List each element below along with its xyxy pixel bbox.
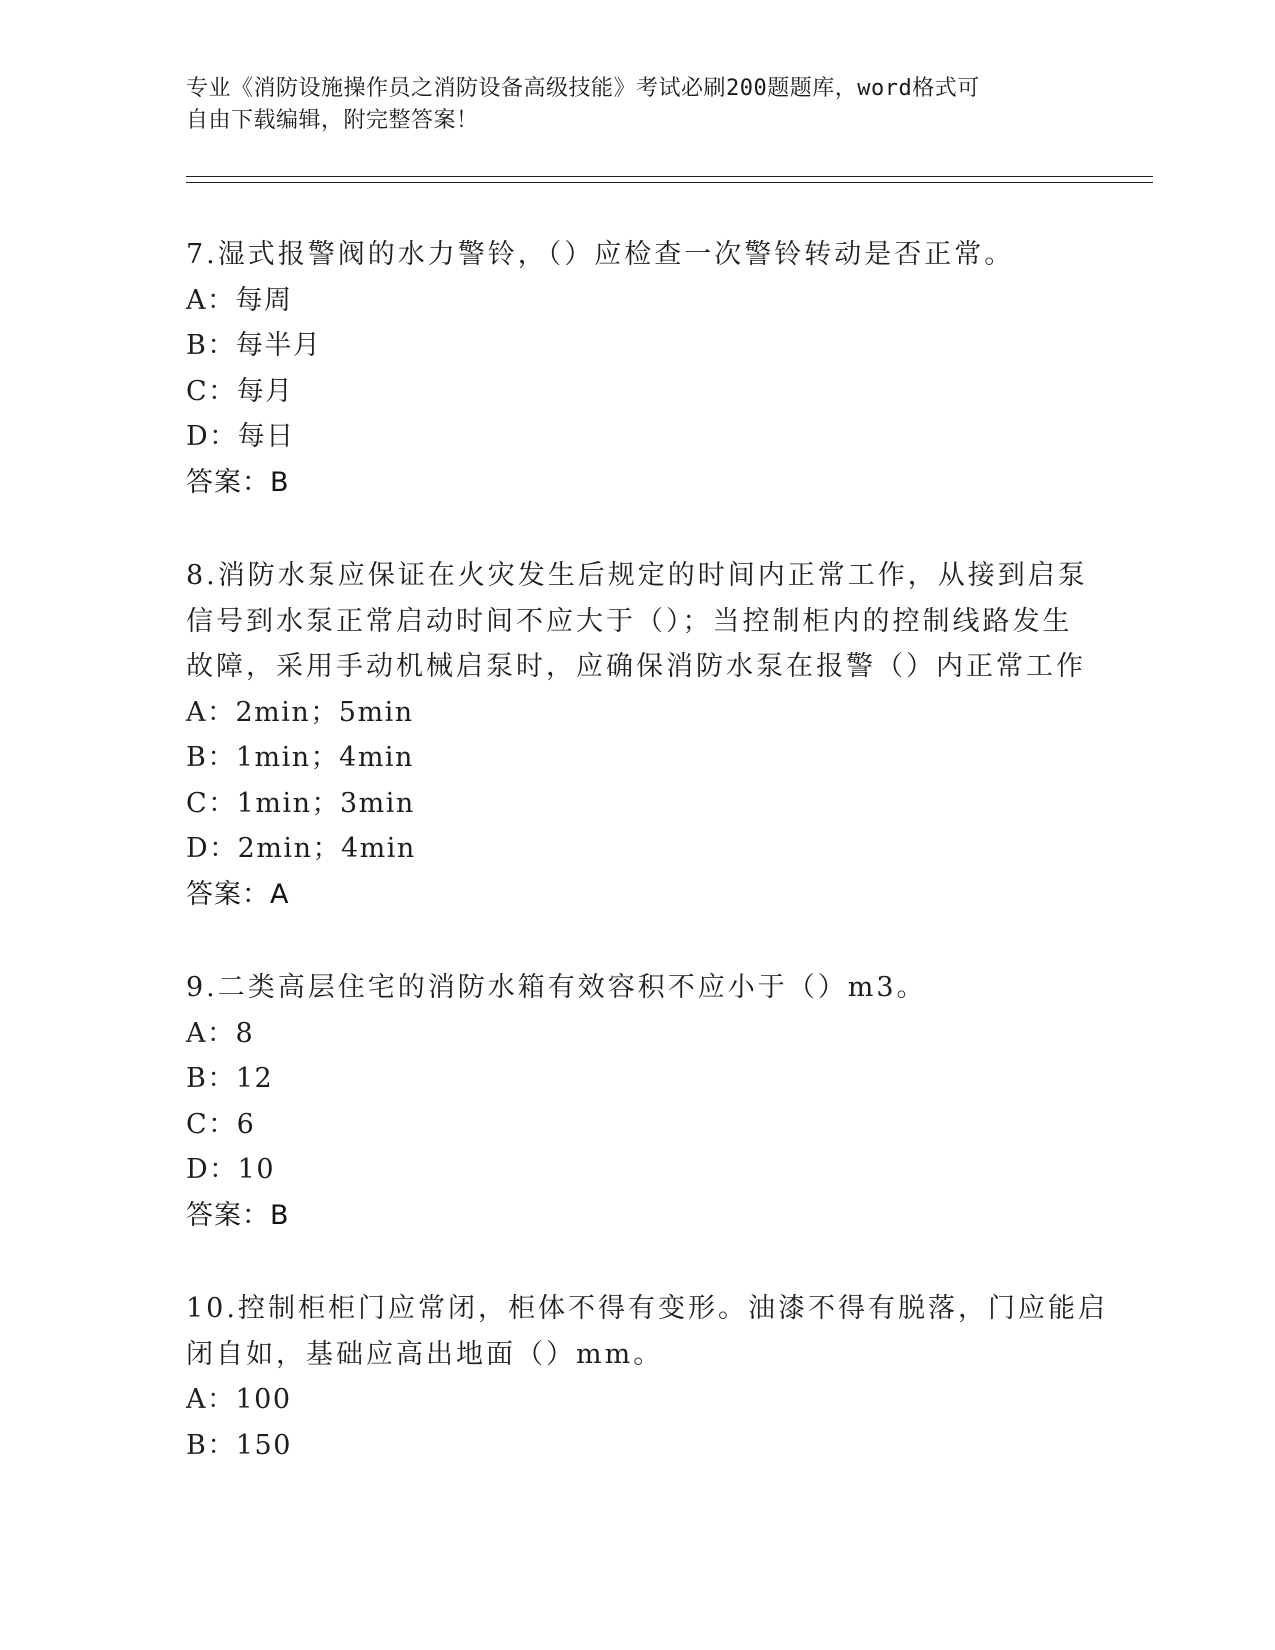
option-a: A：8: [186, 1017, 255, 1049]
question-line: 信号到水泵正常启动时间不应大于（）；当控制柜内的控制线路发生: [186, 605, 1073, 637]
option-a: A：100: [186, 1384, 292, 1415]
answer-line: 答案：B: [186, 466, 290, 498]
option-a: A：每周: [186, 284, 293, 316]
question-9: [186, 965, 1086, 1238]
question-line: 9.二类高层住宅的消防水箱有效容积不应小于（）m3。: [186, 972, 927, 1003]
answer-line: 答案：A: [186, 878, 290, 910]
question-10: [186, 1286, 1108, 1468]
option-c: C：1min；3min: [186, 787, 415, 819]
question-text: [186, 232, 1086, 278]
option-b: B：1min；4min: [186, 742, 414, 773]
option-c: C：每月: [186, 375, 294, 407]
header-line: 自由下载编辑，附完整答案！: [186, 108, 479, 133]
question-text: [186, 1286, 1108, 1377]
header-divider-bottom: [186, 182, 1153, 183]
question-text: [186, 553, 1086, 690]
question-text: [186, 965, 1086, 1011]
option-a: A：2min；5min: [186, 696, 414, 728]
question-list: [186, 232, 1108, 1516]
option-d: D：10: [186, 1154, 276, 1185]
answer-line: 答案：B: [186, 1199, 290, 1231]
option-c: C：6: [186, 1108, 256, 1140]
option-b: B：12: [186, 1063, 274, 1094]
question-line: 故障，采用手动机械启泵时，应确保消防水泵在报警（）内正常工作: [186, 651, 1086, 682]
question-7: [186, 232, 1086, 505]
question-8: [186, 553, 1086, 917]
header-divider-top: [186, 176, 1153, 177]
document-header: [186, 73, 1066, 137]
option-b: B：150: [186, 1429, 292, 1461]
option-d: D：每日: [186, 421, 295, 452]
question-line: 8.消防水泵应保证在火灾发生后规定的时间内正常工作，从接到启泵: [186, 560, 1088, 591]
question-line: 闭自如，基础应高出地面（）mm。: [186, 1338, 664, 1370]
option-d: D：2min；4min: [186, 833, 416, 864]
question-line: 7.湿式报警阀的水力警铃，（）应检查一次警铃转动是否正常。: [186, 239, 1015, 270]
option-b: B：每半月: [186, 330, 322, 361]
question-line: 10.控制柜柜门应常闭，柜体不得有变形。油漆不得有脱落，门应能启: [186, 1293, 1108, 1324]
header-line: 专业《消防设施操作员之消防设备高级技能》考试必刷200题题库，word格式可: [186, 76, 980, 101]
